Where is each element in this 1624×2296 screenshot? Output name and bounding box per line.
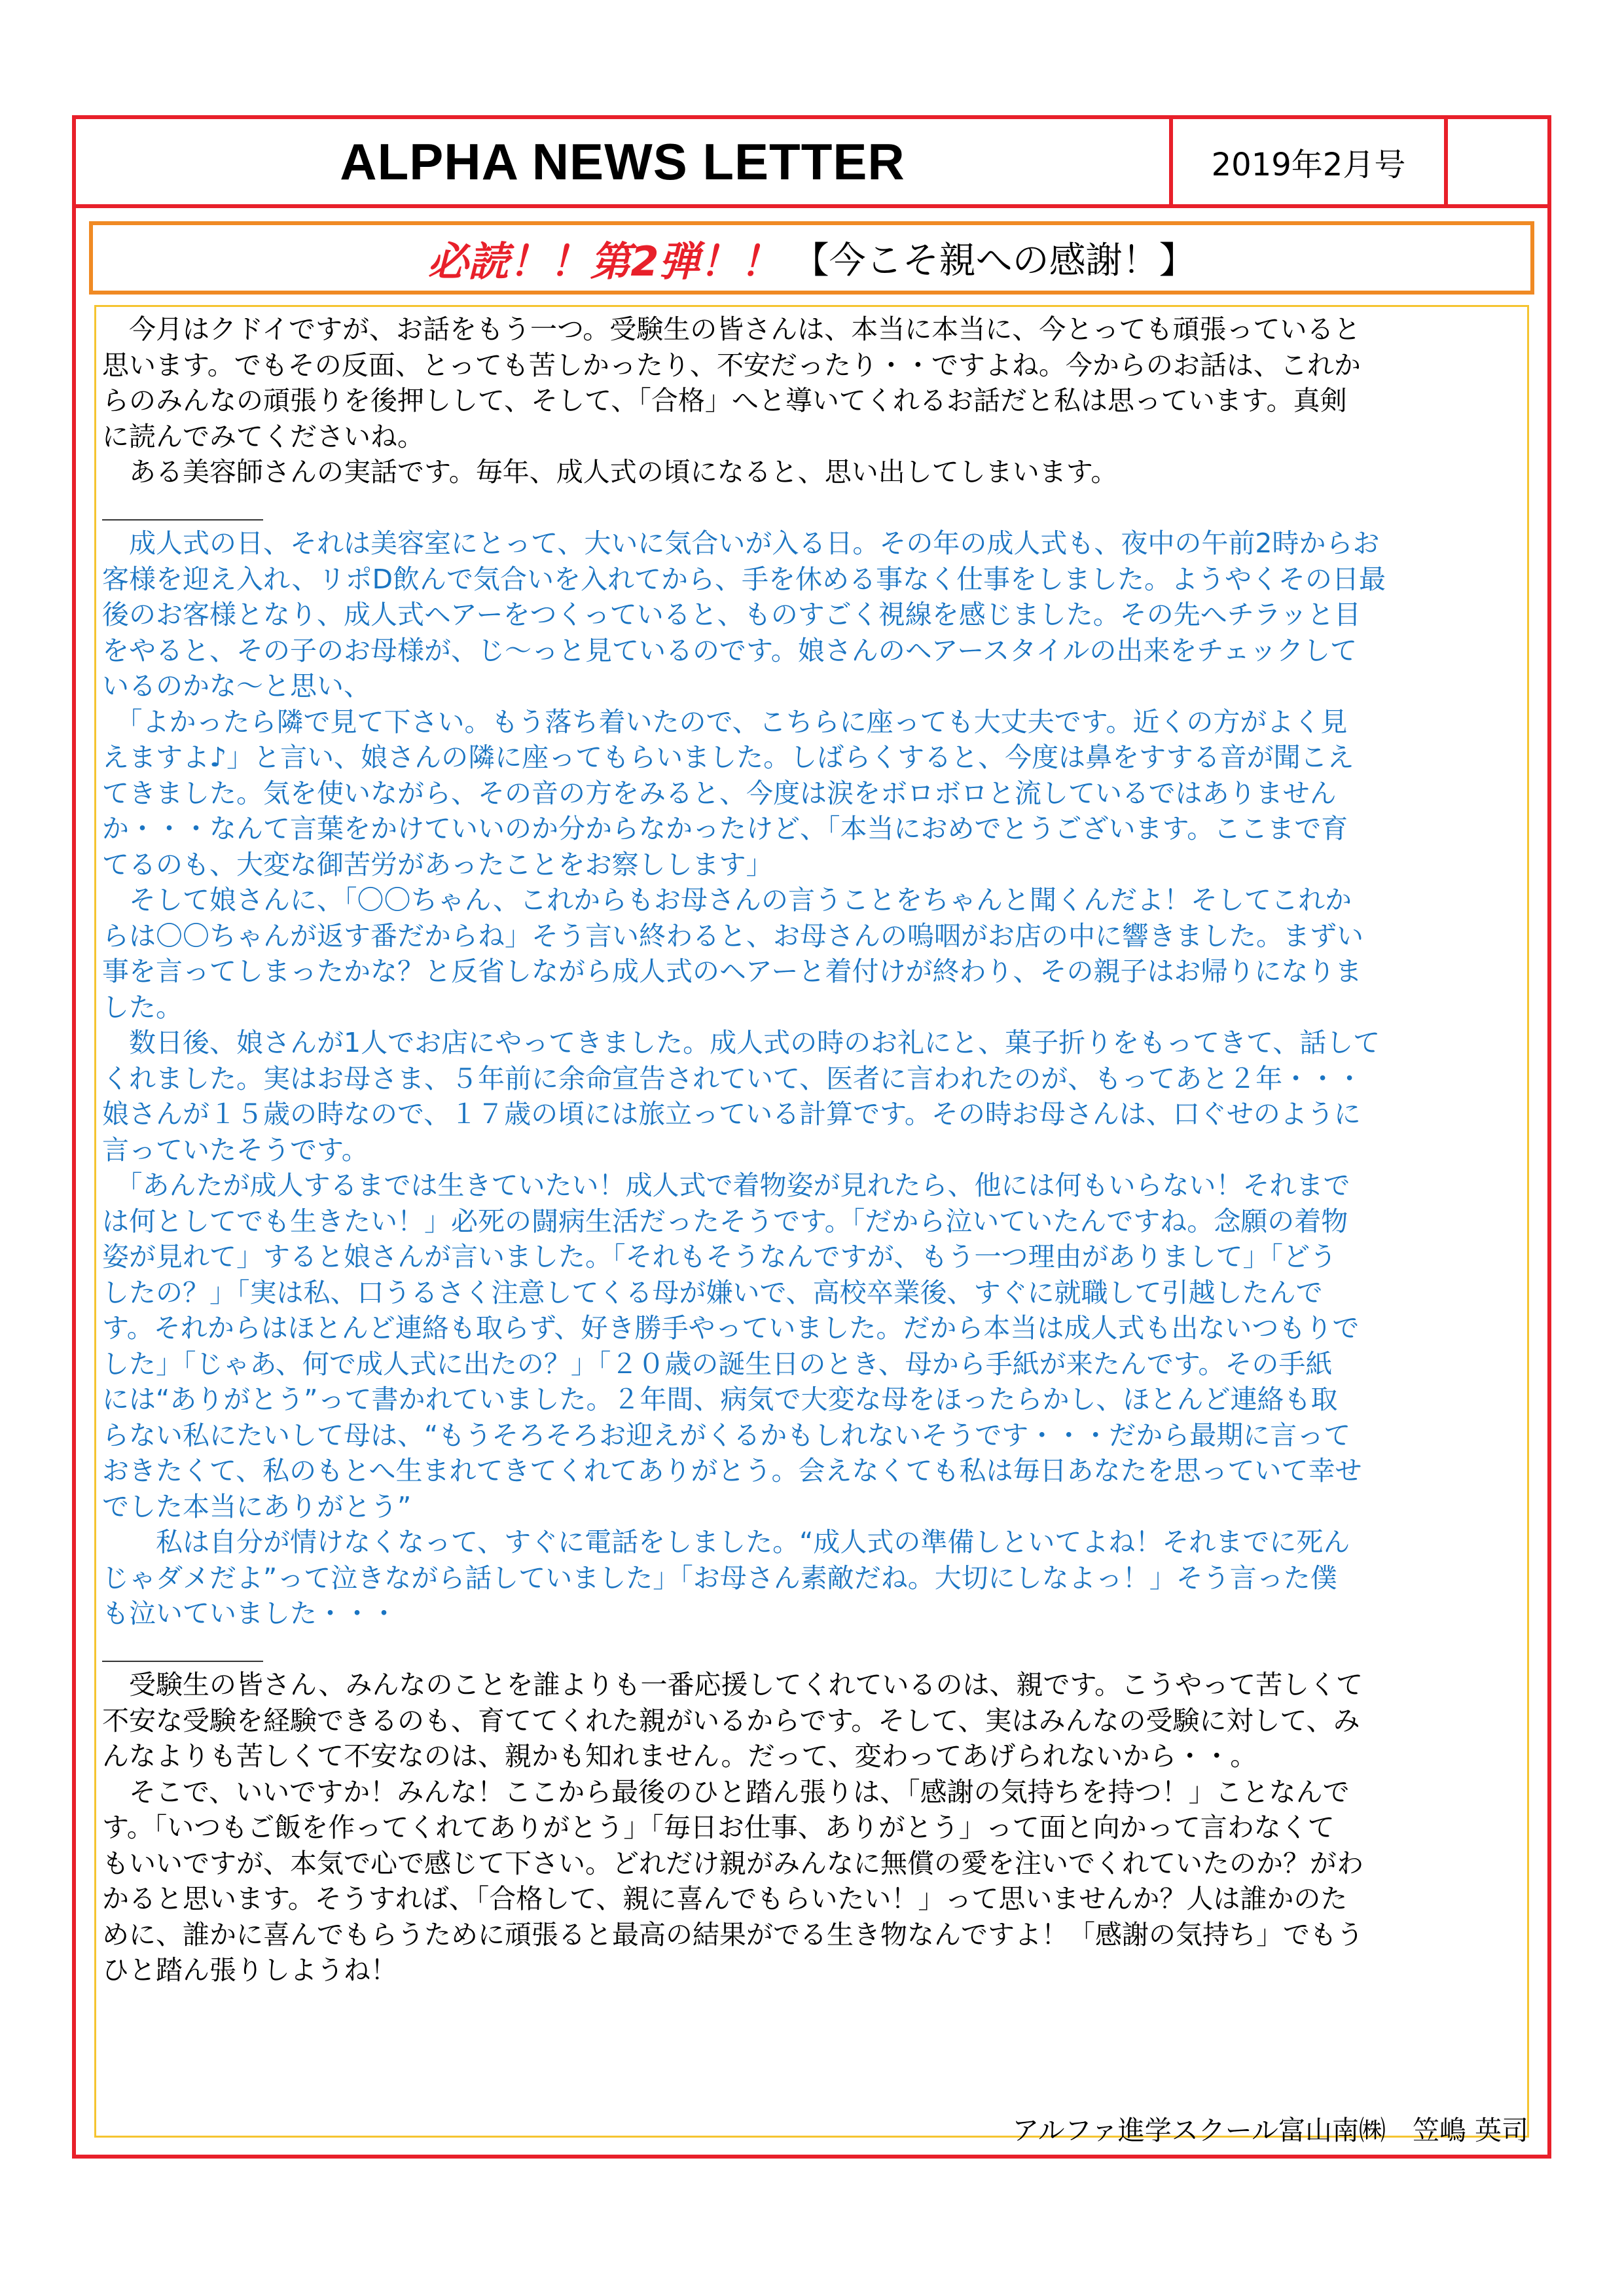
- story-line: でした本当にありがとう”: [102, 1490, 412, 1522]
- story-line: す。それからはほとんど連絡も取らず、好き勝手やっていました。だから本当は成人式も出ないつもりで: [102, 1312, 1360, 1344]
- story-line: 私は自分が情けなくなって、すぐに電話をしました。“成人式の準備しといてよね！それまでに死ん: [102, 1526, 1350, 1558]
- story-line: には“ありがとう”って書かれていました。２年間、病気で大変な母をほったらかし、ほとんど連絡も取: [102, 1384, 1338, 1415]
- article-line: もいいですが、本気で心で感じて下さい。どれだけ親がみんなに無償の愛を注いでくれていたのか？がわ: [102, 1847, 1363, 1879]
- article-line: そこで、いいですか！みんな！ここから最後のひと踏ん張りは、「感謝の気持ちを持つ！」ことなんで: [102, 1776, 1350, 1808]
- story-line: したの？」「実は私、口うるさく注意してくる母が嫌いで、高校卒業後、すぐに就職して引越したんで: [102, 1276, 1323, 1308]
- story-line: 娘さんが１５歳の時なので、１７歳の頃には旅立っている計算です。その時お母さんは、口ぐせのように: [102, 1098, 1361, 1130]
- article-line: らのみんなの頑張りを後押しして、そして、「合格」へと導いてくれるお話だと私は思っています。真剣: [102, 385, 1347, 416]
- story-line: じゃダメだよ”って泣きながら話していました」「お母さん素敵だね。大切にしなよっ！」そう言った僕: [102, 1562, 1337, 1594]
- story-line: は何としてでも生きたい！」必死の闘病生活だったそうです。「だから泣いていたんですね。念願の着物: [102, 1205, 1348, 1237]
- article-line: す。「いつもご飯を作ってくれてありがとう」「毎日お仕事、ありがとう」って面と向かって言わなくて: [102, 1812, 1335, 1843]
- story-line: えますよ♪」と言い、娘さんの隣に座ってもらいました。しばらくすると、今度は鼻をすする音が聞こえ: [102, 742, 1354, 773]
- story-line: 姿が見れて」すると娘さんが言いました。「それもそうなんですが、もう一つ理由がありまして」「どう: [102, 1241, 1337, 1272]
- headline-text: 必読！！第2弾！！: [427, 237, 781, 285]
- story-line: 事を言ってしまったかな？と反省しながら成人式のヘアーと着付けが終わり、その親子はお帰りになりま: [102, 956, 1362, 987]
- story-line: も泣いていました・・・: [102, 1598, 397, 1629]
- section-separator: ＿＿＿＿＿＿: [102, 1633, 263, 1665]
- story-line: 「あんたが成人するまでは生きていたい！成人式で着物姿が見れたら、他には何もいらない！それまで: [102, 1170, 1350, 1201]
- article-line: ひと踏ん張りしようね！: [102, 1954, 397, 1986]
- article-line: に読んでみてくださいね。: [102, 420, 424, 452]
- story-line: そして娘さんに、「〇〇ちゃん、これからもお母さんの言うことをちゃんと聞くんだよ！そしてこれか: [102, 884, 1352, 916]
- story-line: 成人式の日、それは美容室にとって、大いに気合いが入る日。その年の成人式も、夜中の午前2時からお: [102, 528, 1380, 559]
- story-line: らは〇〇ちゃんが返す番だからね」そう言い終わると、お母さんの嗚咽がお店の中に響きました。まずい: [102, 920, 1363, 952]
- story-line: らない私にたいして母は、“もうそろそろお迎えがくるかもしれないそうです・・・だから最期に言って: [102, 1419, 1351, 1451]
- header-divider: [1444, 115, 1448, 208]
- issue-date: 2019年2月号: [1211, 146, 1406, 183]
- article-line: 今月はクドイですが、お話をもう一つ。受験生の皆さんは、本当に本当に、今とっても頑張っていると: [102, 314, 1361, 345]
- story-line: 客様を迎え入れ、リポD飲んで気合いを入れてから、手を休める事なく仕事をしました。ようやくその日最: [102, 563, 1386, 595]
- story-line: 後のお客様となり、成人式ヘアーをつくっていると、ものすごく視線を感じました。その先へチラッと目: [102, 599, 1361, 630]
- story-line: てきました。気を使いながら、その音の方をみると、今度は涙をボロボロと流しているではありません: [102, 777, 1337, 809]
- article-line: かると思います。そうすれば、「合格して、親に喜んでもらいたい！」って思いませんか？人は誰かのた: [102, 1883, 1348, 1914]
- story-line: くれました。実はお母さま、５年前に余命宣告されていて、医者に言われたのが、もってあと２年・・・: [102, 1062, 1363, 1094]
- story-line: 「よかったら隣で見て下さい。もう落ち着いたので、こちらに座っても大丈夫です。近くの方がよく見: [102, 706, 1348, 738]
- headline-banner: [89, 221, 1534, 295]
- story-line: 言っていたそうです。: [102, 1134, 369, 1166]
- story-line: 数日後、娘さんが1人でお店にやってきました。成人式の時のお礼にと、菓子折りをもってきて、話して: [102, 1027, 1380, 1058]
- article-line: めに、誰かに喜んでもらうために頑張ると最高の結果がでる生き物なんですよ！「感謝の気持ち」でもう: [102, 1918, 1363, 1950]
- section-separator: ＿＿＿＿＿＿: [102, 492, 263, 524]
- author-signature: アルファ進学スクール富山南㈱ 笠嶋 英司: [1012, 2115, 1528, 2146]
- article-line: 不安な受験を経験できるのも、育ててくれた親がいるからです。そして、実はみんなの受験に対して、み: [102, 1704, 1360, 1736]
- article-line: ある美容師さんの実話です。毎年、成人式の頃になると、思い出してしまいます。: [102, 456, 1118, 488]
- story-line: おきたくて、私のもとへ生まれてきてくれてありがとう。会えなくても私は毎日あなたを思っていて幸せ: [102, 1455, 1362, 1486]
- article-line: 受験生の皆さん、みんなのことを誰よりも一番応援してくれているのは、親です。こうやって苦しくて: [102, 1669, 1363, 1700]
- story-line: した。: [102, 991, 183, 1023]
- story-line: てるのも、大変な御苦労があったことをお察しします」: [102, 848, 773, 880]
- story-line: か・・・なんて言葉をかけていいのか分からなかったけど、「本当におめでとうございます。ここまで育: [102, 813, 1348, 844]
- story-line: いるのかな～と思い、: [102, 670, 370, 702]
- article-line: んなよりも苦しくて不安なのは、親かも知れません。だって、変わってあげられないから・・。: [102, 1740, 1257, 1772]
- article-body: [102, 312, 1523, 1988]
- story-line: した」「じゃあ、何で成人式に出たの？」「２０歳の誕生日のとき、母から手紙が来たんです。その手紙: [102, 1348, 1333, 1380]
- story-line: をやると、その子のお母様が、じ～っと見ているのです。娘さんのヘアースタイルの出来をチェックして: [102, 634, 1358, 666]
- newsletter-title: ALPHA NEWS LETTER: [340, 132, 905, 190]
- article-line: 思います。でもその反面、とっても苦しかったり、不安だったり・・ですよね。今からのお話は、これか: [102, 349, 1361, 381]
- headline-subtitle: 【今こそ親への感謝！】: [792, 240, 1196, 282]
